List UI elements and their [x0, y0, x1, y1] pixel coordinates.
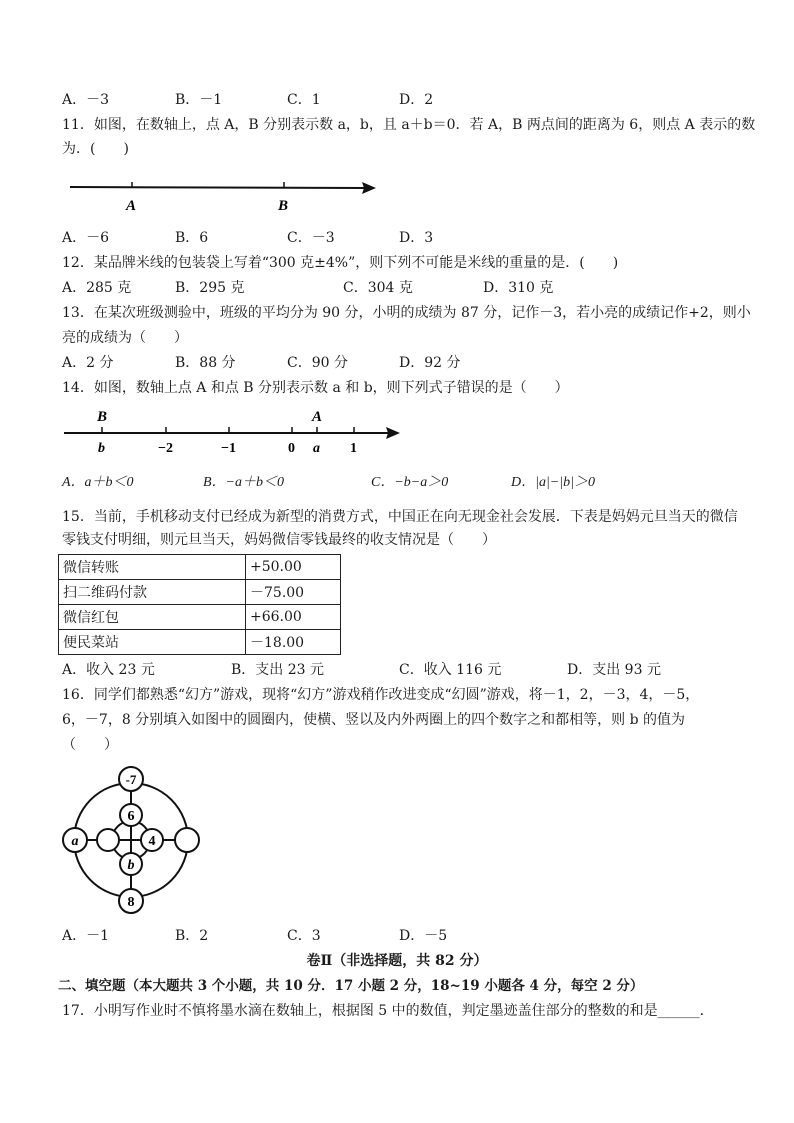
magic-circle-figure	[62, 762, 206, 914]
q16-option-b: B．2	[175, 928, 209, 944]
q11-question-line2: 为．( )	[62, 141, 129, 157]
payment-item: 扫二维码付款	[59, 580, 246, 605]
payment-item: 便民菜站	[59, 630, 246, 655]
q17-question-line1: 17．小明写作业时不慎将墨水滴在数轴上，根据图 5 中的数值，判定墨迹盖住部分的整数的和是______．	[62, 1003, 714, 1019]
q14-tick-b: b	[98, 441, 105, 456]
q16-option-c: C．3	[287, 928, 321, 944]
q14-tick-minus2: −2	[158, 441, 173, 456]
table-row	[59, 555, 341, 580]
payment-item: 微信转账	[59, 555, 246, 580]
q10-option-d: D．2	[399, 92, 434, 108]
q15-option-b: B．支出 23 元	[231, 662, 325, 678]
payment-amount: －18.00	[246, 630, 341, 655]
section2-title: 卷Ⅱ（非选择题，共 82 分）	[306, 953, 488, 969]
table-row	[59, 605, 341, 630]
q14-tick-zero: 0	[288, 441, 295, 456]
q14-point-a-label: A	[312, 409, 323, 425]
circle-bottom-value: 8	[127, 895, 135, 910]
q14-question-line1: 14．如图，数轴上点 A 和点 B 分别表示数 a 和 b，则下列式子错误的是（ ）	[62, 380, 569, 396]
q14-option-c: C．−b−a＞0	[371, 475, 449, 490]
q14-point-b-label: B	[97, 409, 108, 425]
q10-option-c: C．1	[287, 92, 321, 108]
q10-option-b: B．－1	[175, 92, 223, 108]
payment-amount: －75.00	[246, 580, 341, 605]
circle-inner-bottom-value: b	[127, 858, 135, 873]
q12-option-d: D．310 克	[483, 280, 554, 296]
q13-question-line1: 13．在某次班级测验中，班级的平均分为 90 分，小明的成绩为 87 分，记作－3，若小亮的成绩记作+2，则小	[62, 305, 751, 321]
q12-option-c: C．304 克	[343, 280, 413, 296]
q15-option-c: C．收入 116 元	[399, 662, 502, 678]
q11-number-line	[62, 172, 382, 216]
payment-amount: +50.00	[246, 555, 341, 580]
q12-option-b: B．295 克	[175, 280, 245, 296]
q14-option-b: B．−a＋b＜0	[203, 475, 284, 490]
payment-table	[58, 554, 341, 655]
q15-question-line2: 零钱支付明细，则元旦当天，妈妈微信零钱最终的收支情况是（ ）	[62, 532, 496, 548]
q15-option-a: A．收入 23 元	[62, 662, 155, 678]
q16-option-a: A．－1	[62, 928, 110, 944]
q13-option-b: B．88 分	[175, 355, 236, 371]
q14-tick-a: a	[313, 441, 320, 456]
payment-amount: +66.00	[246, 605, 341, 630]
table-row	[59, 630, 341, 655]
q11-option-b: B．6	[175, 230, 209, 246]
circle-inner-right-value: 4	[148, 834, 156, 849]
circle-top-value: -7	[125, 772, 137, 787]
q11-option-d: D．3	[399, 230, 434, 246]
q15-question-line1: 15．当前，手机移动支付已经成为新型的消费方式，中国正在向无现金社会发展．下表是妈妈元旦当天的微信	[62, 509, 738, 525]
circle-left-value: a	[71, 834, 79, 849]
q14-number-line	[62, 404, 407, 458]
q14-option-a: A．a＋b＜0	[62, 475, 134, 490]
q11-question-line1: 11．如图，在数轴上，点 A，B 分别表示数 a，b，且 a＋b＝0．若 A，B 两点间的距离为 6，则点 A 表示的数	[62, 117, 756, 133]
q12-option-a: A．285 克	[62, 280, 132, 296]
table-row	[59, 580, 341, 605]
q11-point-b-label: B	[278, 198, 289, 214]
section2-heading: 二、填空题（本大题共 3 个小题，共 10 分．17 小题 2 分，18~19 小题各 4 分，每空 2 分）	[58, 978, 644, 994]
q12-question-line1: 12．某品牌米线的包装袋上写着“300 克±4%”，则下列不可能是米线的重量的是．( )	[62, 255, 619, 271]
q11-point-a-label: A	[126, 198, 137, 214]
q14-tick-one: 1	[350, 441, 357, 456]
q13-option-a: A．2 分	[62, 355, 114, 371]
payment-item: 微信红包	[59, 605, 246, 630]
q14-tick-minus1: −1	[221, 441, 236, 456]
q16-question-line1: 16．同学们都熟悉“幻方”游戏，现将“幻方”游戏稍作改进变成“幻圆”游戏，将－1，2，－3，4，－5，	[62, 687, 700, 703]
circle-inner-top-value: 6	[127, 809, 135, 824]
q13-question-line2: 亮的成绩为（ ）	[62, 330, 188, 346]
q13-option-c: C．90 分	[287, 355, 348, 371]
q11-option-a: A．－6	[62, 230, 110, 246]
q16-question-line2: 6，－7，8 分别填入如图中的圆圈内，使横、竖以及内外两圈上的四个数字之和都相等，则 b 的值为	[62, 712, 686, 728]
q10-option-a: A．－3	[62, 92, 110, 108]
q13-option-d: D．92 分	[399, 355, 461, 371]
q14-option-d: D．|a|−|b|＞0	[511, 475, 595, 490]
q16-question-line3: （ ）	[62, 737, 118, 753]
q15-option-d: D．支出 93 元	[567, 662, 661, 678]
q16-option-d: D．－5	[399, 928, 448, 944]
q11-option-c: C．－3	[287, 230, 335, 246]
